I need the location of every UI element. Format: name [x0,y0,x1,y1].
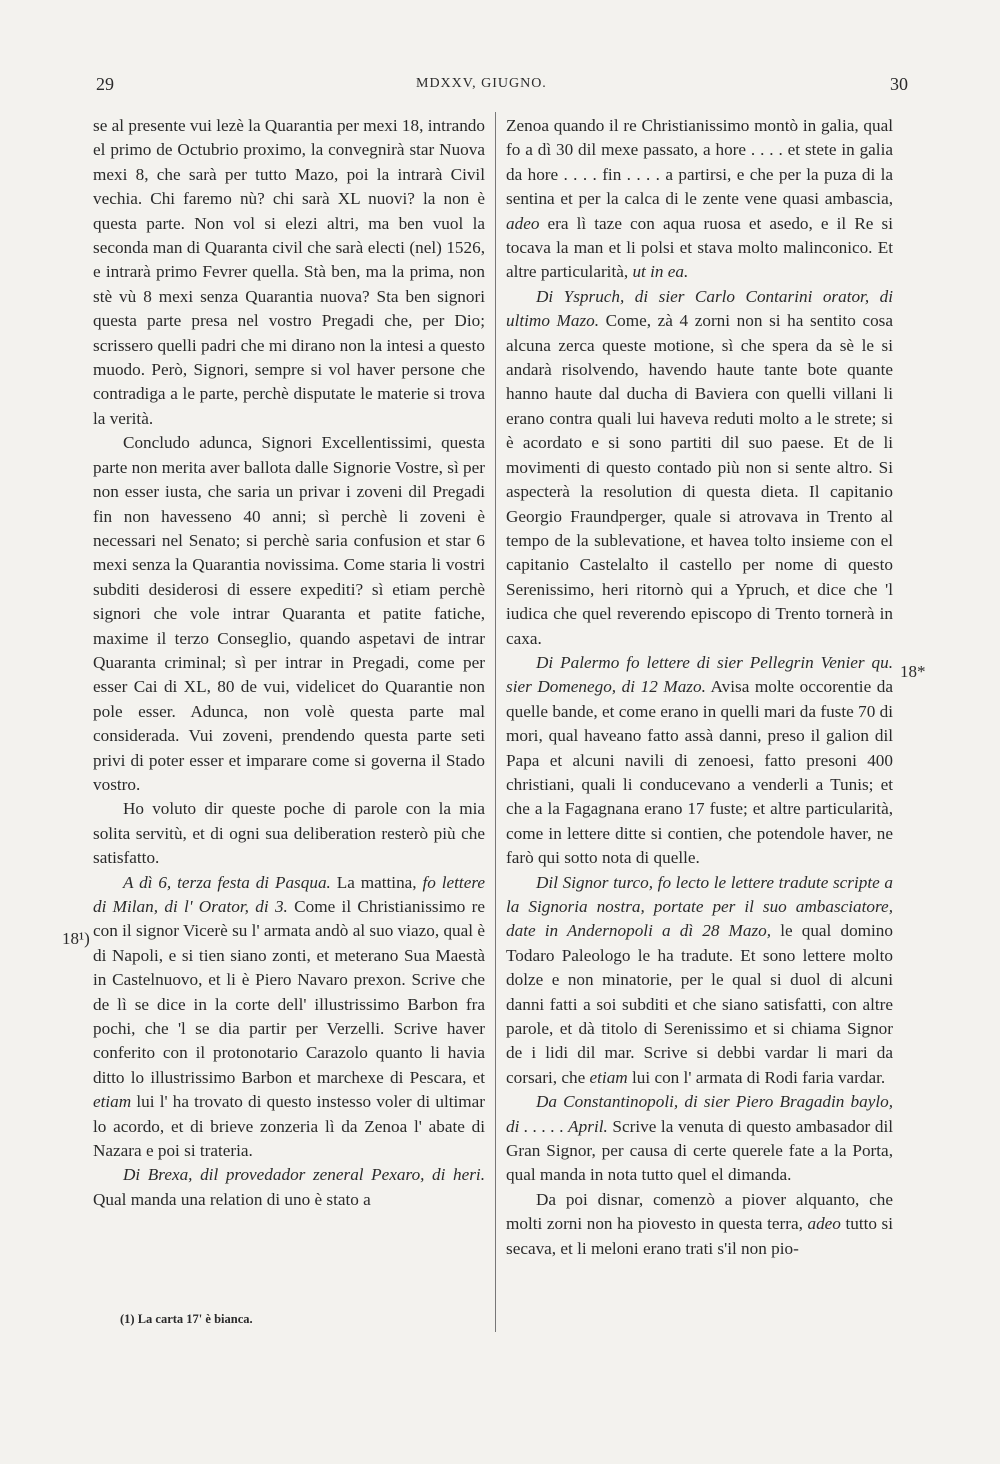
running-title: MDXXV, GIUGNO. [416,76,547,91]
italic-term: ut in ea. [632,262,689,282]
entry-heading: fo lettere di Milan, di l' Orator, di 3. [93,872,486,916]
right-paragraph-3 [506,651,893,871]
entry-heading: Di Yspruch, di sier Carlo Contarini orator, di ultimo Mazo. [506,286,893,331]
left-paragraph-5 [93,1163,485,1212]
footnote: (1) La carta 17' è bianca. [120,1312,253,1326]
paragraph-text: Come il Christianissimo re con il signor Vicerè su l' armata andò al suo viazo, qual è di Napoli, e si tien siano zonti, et meterano Sua Maestà in Castelnuovo, et li è Piero Navaro prexon. Scrive che de lì se dice in la corte dell' illustrissimo Barbon fra pochi, che 'l se dia partir per Verzelli. Scrive haver conferito con il protonotario Carazolo quanto li havia ditto lo illustrissimo Barbon et marchexe di Pescara, et [93,897,485,1087]
italic-term: etiam [93,1092,132,1112]
paragraph-text: tutto si secava, et li meloni erano trati s'il non pio- [506,1214,894,1258]
left-paragraph-2: Concludo adunca, Signori Excellentissimi, questa parte non merita aver ballota dalle Signorie Vostre, sì per non esser iusta, che saria un privar i zoveni dil Pregadi fin non havesseno 40 anni; sì perchè li zoveni è necessari nel Senato; si perchè saria confusion et star 6 mexi senza la Quarantia novissima. Come staria li vostri subditi desiderosi di essere expediti? sì etiam perchè signori che vole intrar Quaranta et patite fatiche, maxime il terzo Conseglio, quando aspetavi de intrar Quaranta criminal; sì per intrar in Pregadi, come per esser Cai di XL, 80 de vui, videlicet do Quarantie non pole esser. Adunca, non volè questa parte mal considerada. Vui zoveni, prendendo questa parte seti privi di poter esser et imparare come si governa il Stado vostro. [93,433,485,794]
paragraph-text: Zenoa quando il re Christianissimo montò in galia, qual fo a dì 30 dil mexe passato, a hore . . . . et stete in galia da hore . . . . fin . . . . a partirsi, e che per la puza di la sentina et per la calca di le zente vene quasi ambascia, [506,116,893,209]
italic-term: adeo [807,1214,841,1234]
paragraph-text: Come, zà 4 zorni non si ha sentito cosa alcuna zerca queste motione, sì che spera da sè le si andarà risolvendo, havendo haute tante bote quante hanno haute dal ducha di Baviera con quelli villani li erano contra quali lui haveva reduti molto a le strete; si è acordato e si sono partiti dil suo paese. Et de li movimenti di questo contado più non si sente altro. Si aspecterà la resolution di questa dieta. Il capitanio Georgio Fraundperger, quale si atrovava in Trento al tempo de la sublevatione, et havea tolto insieme con el capitanio Castelalto il castello per nome di questo Serenissimo, heri ritornò qui a Ypruch, et dice che 'l iudica che quel reverendo episcopo di Trento tornerà in caxa. [506,311,893,648]
entry-heading: Da Constantinopoli, di sier Piero Bragadin baylo, di . . . . . April. [506,1092,893,1136]
paragraph-text: Scrive la venuta di questo ambasador dil Gran Signor, per causa di certe querele fate a la Porta, qual manda in nota tutto quel el dimanda. [506,1116,894,1185]
italic-term: etiam [589,1067,628,1087]
paragraph-text: era lì taze con aqua ruosa et asedo, e il Re si tocava la man et li polsi et stava molto malinconico. Et altre particularità, [506,213,893,282]
right-paragraph-5 [506,1090,893,1188]
right-paragraph-4 [506,871,893,1091]
paragraph-text: lui l' ha trovato di questo instesso voler di ultimar lo acordo, et di brieve zonzeria lì da Zenoa l' abate di Nazara e poi si trateria. [93,1092,485,1161]
right-paragraph-6 [506,1188,893,1261]
column-divider [495,112,496,1332]
paragraph-text: Da poi disnar, comenzò a piover alquanto, che molti zorni non ha piovesto in questa terra, [506,1189,893,1234]
paragraph-text: Qual manda una relation di uno è stato a [93,1189,371,1209]
left-paragraph-1: se al presente vui lezè la Quarantia per mexi 18, intrando el primo de Octubrio proximo, la convegnirà star Nuova mexi 8, che sarà per tutto Mazo, poi la intrarà Civil vechia. Chi faremo nù? chi sarà XL nuovi? la non è questa parte. Non vol si elezi altri, ma ben vuol la seconda man di Quaranta civil che sarà electi (nel) 1526, e intrarà primo Fevrer quella. Stà ben, ma la prima, non stè vù 8 mexi senza Quarantia nuova? Sta ben signori questa parte presa nel vostro Pregadi che, per Dio; scrissero quelli padri che mi dirano non la intesi a questo muodo. Però, Signori, sempre si vol haver persone che contradiga a le parte, perchè disputate le materie si trova la verità. [93,116,485,428]
paragraph-text: Avisa molte occorentie da quelle bande, et come erano in quelli mari da fuste 70 di mori, qual haveano fatto assà danni, preso il galion dil Papa et alcuni navili di zenoesi, fatto presoni 400 christiani, quali li conducevano a venderli a Tunis; et che a la Fagagnana erano 17 fuste; et altre particularità, come in lettere ditte si contien, che potendole haver, ne farò qui sotto nota di quelle. [506,677,893,868]
running-header [96,74,908,100]
entry-heading: A dì 6, terza festa di Pasqua. [123,872,331,892]
margin-note-right: 18* [900,662,926,681]
left-column [93,114,485,1212]
entry-heading: Di Palermo fo lettere di sier Pellegrin Venier qu. sier Domenego, di 12 Mazo. [506,652,893,697]
right-column [506,114,893,1261]
left-page-number: 29 [96,74,114,94]
entry-heading: Dil Signor turco, fo lecto le lettere tradute scripte a la Signoria nostra, portate per il suo ambasciatore, date in Andernopoli a dì 28 Mazo, [506,872,893,941]
entry-heading: Di Brexa, dil provedador zeneral Pexaro, di heri. [123,1165,485,1185]
left-paragraph-4 [93,871,485,1164]
italic-term: adeo [506,213,540,233]
paragraph-text: le qual domino Todaro Paleologo le ha tradute. Et sono lettere molto dolze e non minatorie, per le qual si duol di alcuni danni fatti a soi subditi et che siano satisfatti, con altre parole, et dà titolo di Serenissimo et si chiama Signor de i lidi dil mar. Scrive si debbi vardar li mari da corsari, che [506,921,893,1087]
paragraph-text: lui con l' armata di Rodi faria vardar. [627,1067,886,1087]
right-page-number: 30 [890,74,908,94]
right-paragraph-1 [506,114,893,285]
paragraph-text: La mattina, [330,872,423,892]
right-paragraph-2 [506,285,893,651]
left-paragraph-3: Ho voluto dir queste poche di parole con la mia solita servitù, et di ogni sua deliberation resterò più che satisfatto. [93,799,485,868]
margin-note-left: 18¹) [62,929,90,948]
